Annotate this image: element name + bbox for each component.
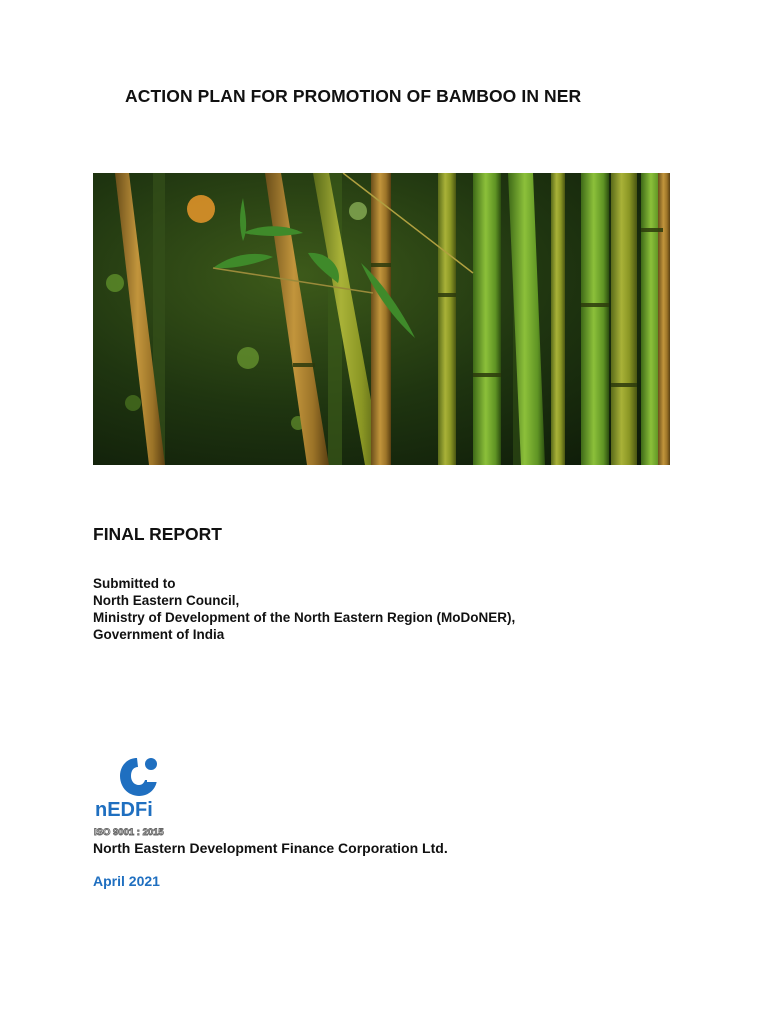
logo-wordmark: nEDFi [95,799,153,821]
bamboo-photo [93,173,670,465]
submitted-line: Ministry of Development of the North Eastern Region (MoDoNER), [93,610,516,625]
iso-certification: ISO 9001 : 2015 [94,827,164,838]
submitted-to-block [93,575,515,643]
submitted-line: North Eastern Council, [93,593,240,608]
nedfi-logo [93,756,183,838]
submitted-line: Government of India [93,627,225,642]
submitted-line: Submitted to [93,576,176,591]
report-date: April 2021 [93,873,160,889]
organization-name: North Eastern Development Finance Corporation Ltd. [93,840,448,856]
document-title: ACTION PLAN FOR PROMOTION OF BAMBOO IN NER [125,86,582,106]
report-type-heading: FINAL REPORT [93,524,222,544]
